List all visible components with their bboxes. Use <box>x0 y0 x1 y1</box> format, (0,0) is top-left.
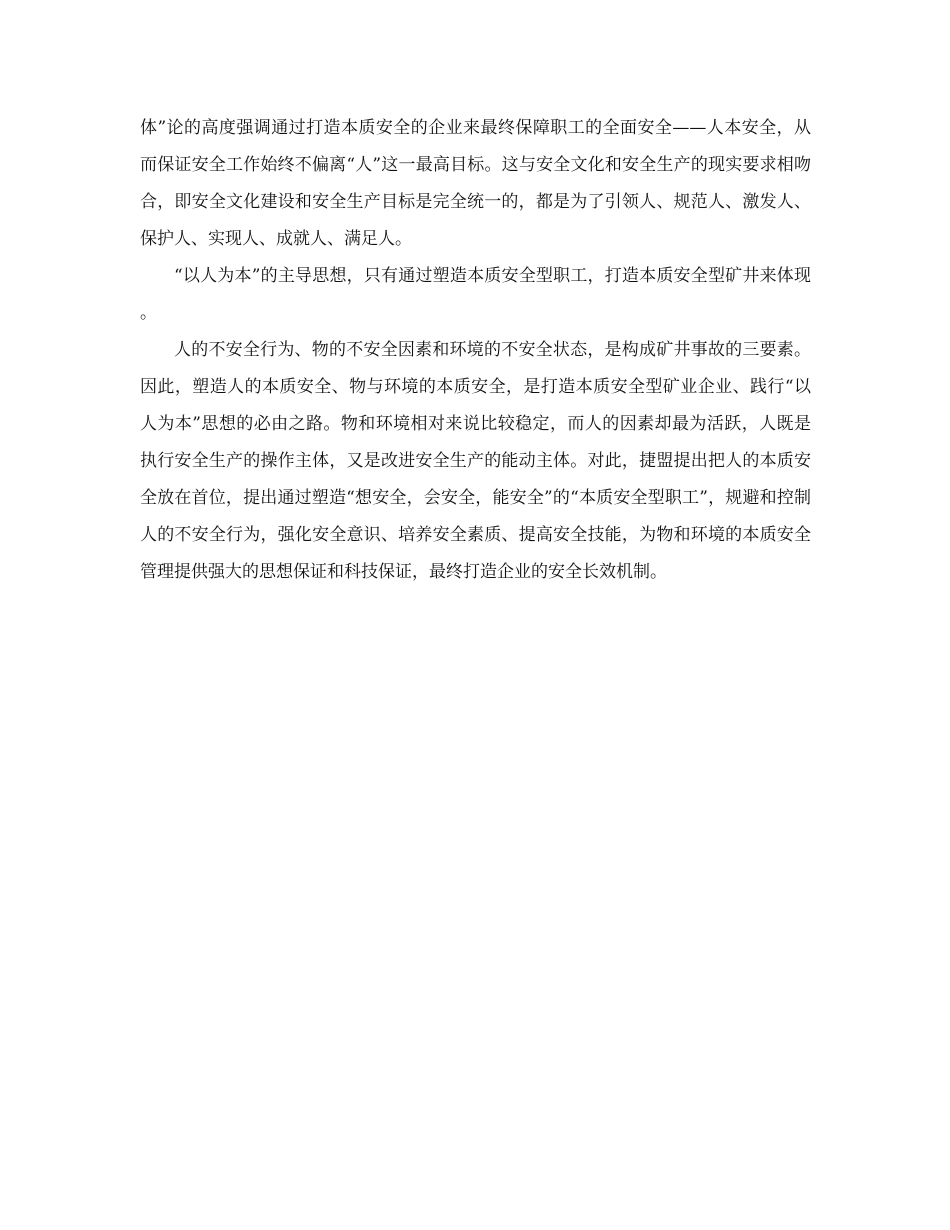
paragraph-people-oriented: “以人为本”的主导思想，只有通过塑造本质安全型职工，打造本质安全型矿井来体现。 <box>140 266 811 323</box>
paragraph-three-elements: 人的不安全行为、物的不安全因素和环境的不安全状态，是构成矿井事故的三要素。因此，塑造人的本质安全、物与环境的本质安全，是打造本质安全型矿业企业、践行“以人为本”思想的必由之路。物和环境相对来说比较稳定，而人的因素却最为活跃，人既是执行安全生产的操作主体，又是改进安全生产的能动主体。对此，捷盟提出把人的本质安全放在首位，提出通过塑造“想安全，会安全，能安全”的“本质安全型职工”，规避和控制人的不安全行为，强化安全意识、培养安全素质、提高安全技能，为物和环境的本质安全管理提供强大的思想保证和科技保证，最终打造企业的安全长效机制。 <box>140 340 811 582</box>
paragraph-continuation: 体”论的高度强调通过打造本质安全的企业来最终保障职工的全面安全——人本安全，从而保证安全工作始终不偏离“人”这一最高目标。这与安全文化和安全生产的现实要求相吻合，即安全文化建设和安全生产目标是完全统一的，都是为了引领人、规范人、激发人、保护人、实现人、成就人、满足人。 <box>140 118 811 249</box>
document-body <box>140 110 811 591</box>
